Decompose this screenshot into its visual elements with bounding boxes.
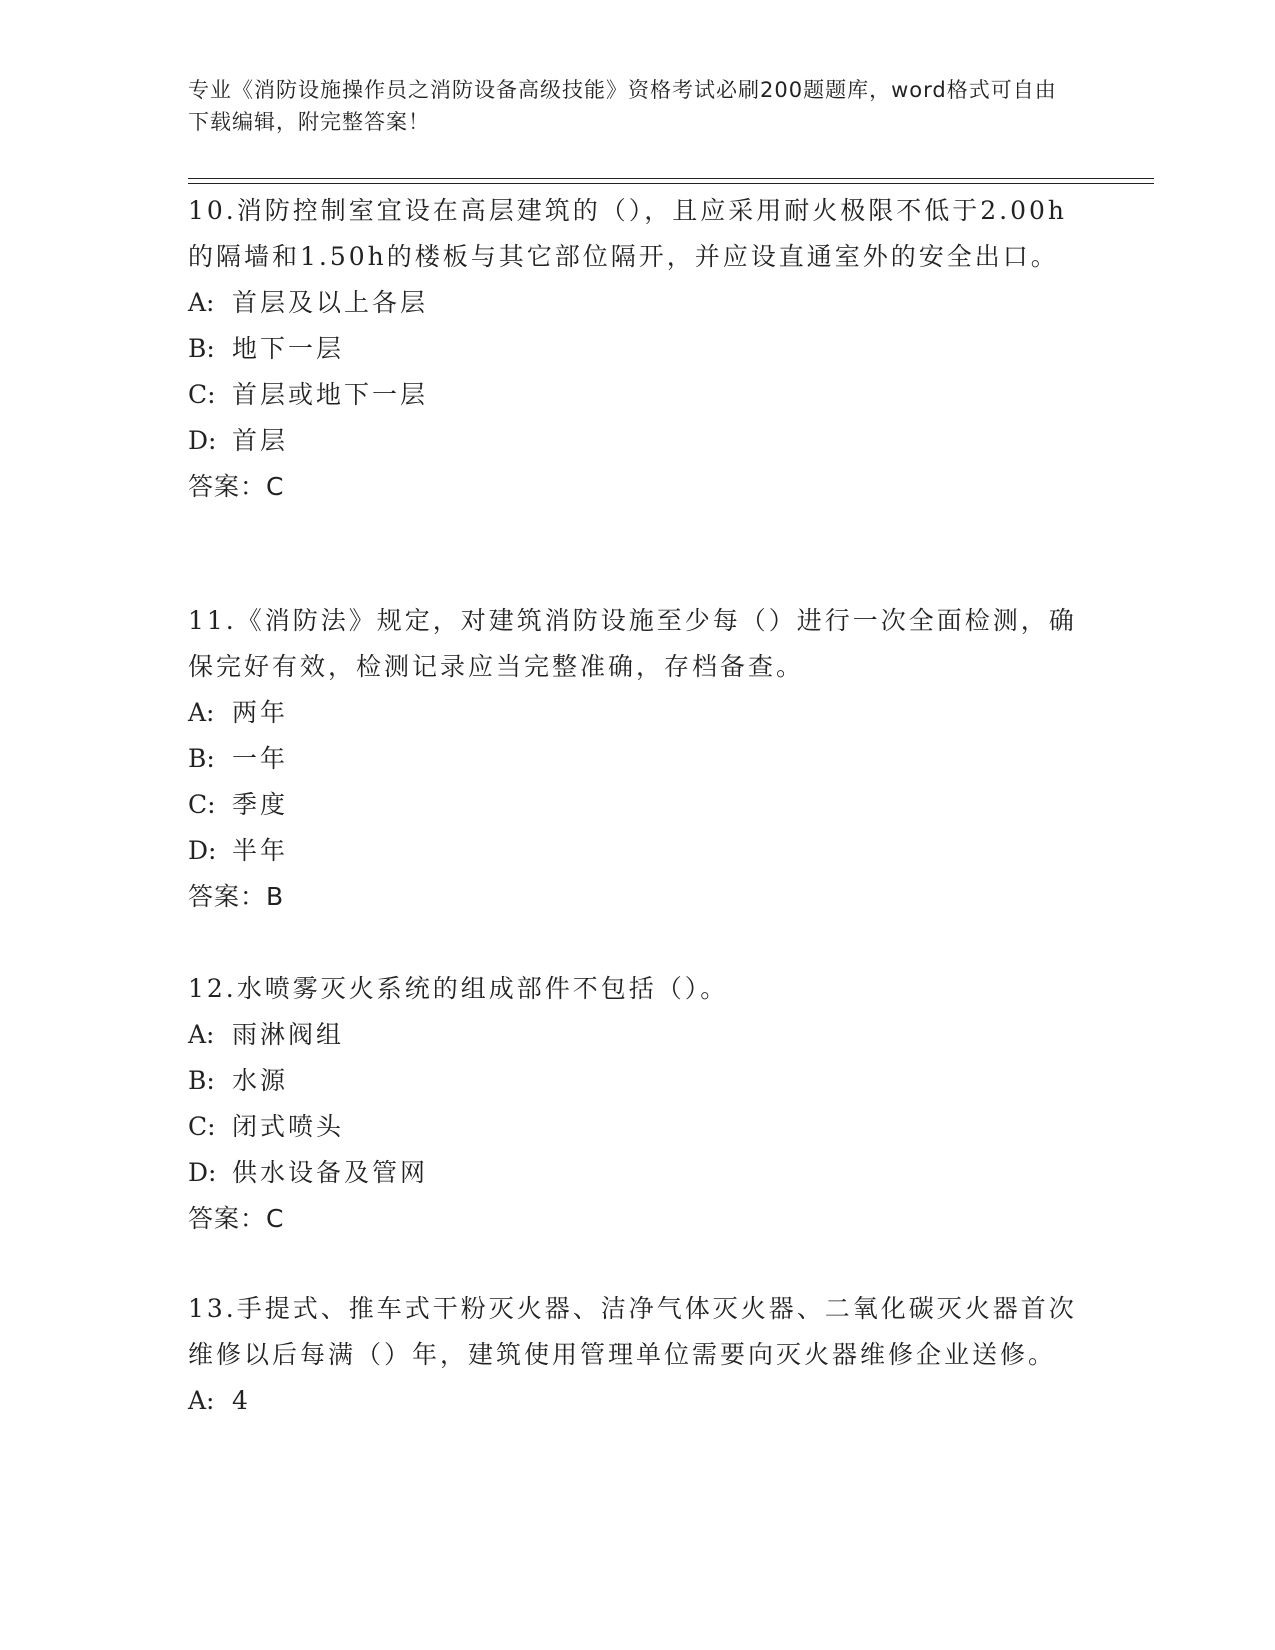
question-13 (188, 1286, 1088, 1424)
option-key: A: (188, 288, 215, 317)
option-d (188, 828, 1088, 874)
question-11 (188, 598, 1088, 920)
option-key: B: (188, 744, 215, 773)
option-text: 季度 (232, 790, 289, 819)
option-b (188, 326, 1088, 372)
option-key: C: (188, 380, 216, 409)
option-text: 闭式喷头 (232, 1112, 345, 1141)
option-text: 首层或地下一层 (232, 380, 429, 409)
question-10 (188, 188, 1088, 510)
answer-line: 答案：C (188, 1204, 285, 1233)
option-key: D: (188, 426, 217, 455)
option-key: D: (188, 1158, 217, 1187)
option-key: C: (188, 1112, 216, 1141)
answer-line: 答案：C (188, 472, 285, 501)
header-divider-bottom (188, 183, 1154, 184)
option-key: A: (188, 1020, 215, 1049)
option-key: B: (188, 1066, 215, 1095)
question-stem: 11.《消防法》规定，对建筑消防设施至少每（）进行一次全面检测，确保完好有效，检测记录应当完整准确，存档备查。 (188, 606, 1077, 681)
option-text: 一年 (232, 744, 289, 773)
option-a (188, 1012, 1088, 1058)
option-d (188, 418, 1088, 464)
option-text: 首层 (232, 426, 289, 455)
option-b (188, 1058, 1088, 1104)
option-text: 半年 (232, 836, 289, 865)
question-stem: 10.消防控制室宜设在高层建筑的（），且应采用耐火极限不低于2.00h的隔墙和1.50h的楼板与其它部位隔开，并应设直通室外的安全出口。 (188, 196, 1068, 271)
option-c (188, 782, 1088, 828)
option-text: 雨淋阀组 (232, 1020, 345, 1049)
option-key: C: (188, 790, 216, 819)
answer-line: 答案：B (188, 882, 285, 911)
option-key: A: (188, 1386, 215, 1415)
option-text: 首层及以上各层 (232, 288, 429, 317)
option-text: 两年 (232, 698, 289, 727)
option-text: 地下一层 (232, 334, 345, 363)
option-a (188, 1378, 1088, 1424)
option-b (188, 736, 1088, 782)
document-header: 专业《消防设施操作员之消防设备高级技能》资格考试必刷200题题库，word格式可自由下载编辑，附完整答案！ (188, 78, 1057, 134)
option-key: D: (188, 836, 217, 865)
option-d (188, 1150, 1088, 1196)
question-stem: 12.水喷雾灭火系统的组成部件不包括（）。 (188, 974, 729, 1003)
option-c (188, 1104, 1088, 1150)
option-a (188, 690, 1088, 736)
header-divider-top (188, 178, 1154, 179)
option-a (188, 280, 1088, 326)
option-key: B: (188, 334, 215, 363)
option-c (188, 372, 1088, 418)
option-text: 4 (232, 1386, 251, 1415)
question-12 (188, 966, 1088, 1242)
option-text: 供水设备及管网 (232, 1158, 429, 1187)
question-stem: 13.手提式、推车式干粉灭火器、洁净气体灭火器、二氧化碳灭火器首次维修以后每满（）年，建筑使用管理单位需要向灭火器维修企业送修。 (188, 1294, 1077, 1369)
option-text: 水源 (232, 1066, 289, 1095)
option-key: A: (188, 698, 215, 727)
